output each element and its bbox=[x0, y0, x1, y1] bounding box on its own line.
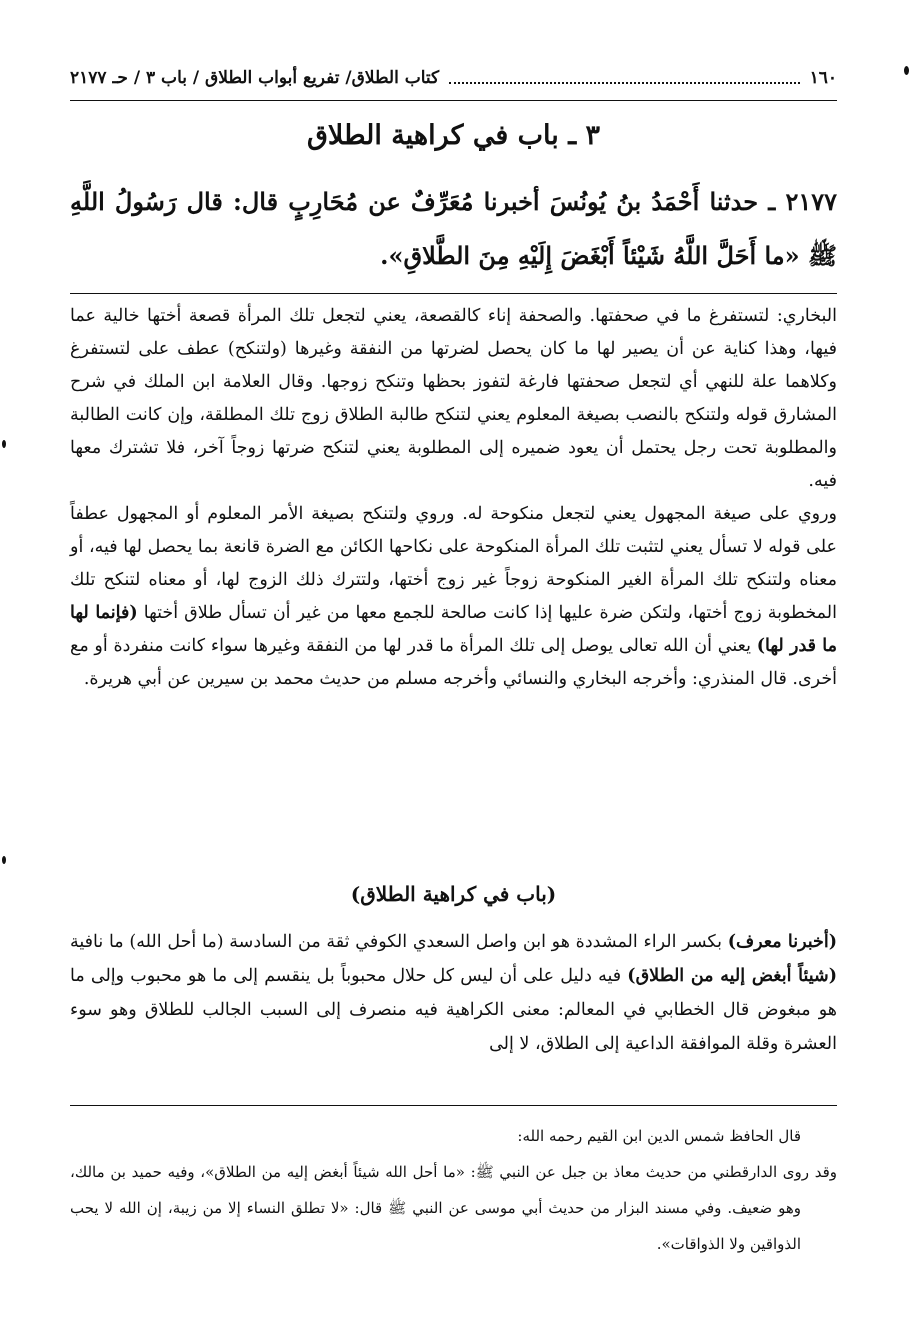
commentary-text: يعني أن الله تعالى يوصل إلى تلك المرأة ما قدر لها من النفقة وغيرها سواء كانت منفردة أو مع أخرى. قال المنذري: وأخرجه البخاري والنسائي وأخرجه مسلم من حديث محمد بن سيرين عن أبي هريرة. bbox=[70, 636, 837, 689]
commentary-bold-phrase: (أخبرنا معرف) bbox=[727, 932, 837, 952]
footnote-heading: قال الحافظ شمس الدين ابن القيم رحمه الله: bbox=[517, 1127, 801, 1145]
footnote-block bbox=[70, 1118, 837, 1262]
margin-mark bbox=[2, 440, 6, 448]
footnote-text: وقد روى الدارقطني من حديث معاذ بن جبل عن النبي ﷺ: «ما أحل الله شيئاً أبغض إليه من الطلاق»، وفيه حميد بن مالك، وهو ضعيف. وفي مسند البزار من حديث أبي موسى عن النبي ﷺ قال: «لا تطلق النساء إلا من زيبة، إن الله لا يحب الذواقين ولا الذواقات». bbox=[70, 1163, 837, 1253]
text-separator-rule bbox=[70, 293, 837, 294]
leader-dots bbox=[449, 72, 799, 84]
running-title: كتاب الطلاق/ تفريع أبواب الطلاق / باب ٣ / حـ ٢١٧٧ bbox=[70, 68, 440, 88]
commentary-text: وروي على صيغة المجهول يعني لتجعل منكوحة له. وروي ولتنكح بصيغة الأمر المعلوم أو المجهول عطفاً على قوله لا تسأل يعني لتثبت تلك المرأة المنكوحة على نكاحها الكائن مع الضرة قانعة بما يحصل لها فيه، أو معناه ولتنكح تلك المرأة الغير المنكوحة زوجاً غير زوج أختها، ولتترك ذلك الزوج لها، أو معناه لتنكح تلك المخطوبة زوج أختها، ولتكن ضرة عليها إذا كانت صالحة للجمع معها من غير أن تسأل طلاق أختها bbox=[70, 504, 837, 623]
header-rule bbox=[70, 100, 837, 101]
running-header bbox=[70, 60, 837, 96]
hadith-text: ٢١٧٧ ـ حدثنا أَحْمَدُ بنُ يُونُسَ أخبرنا مُعَرِّفٌ عن مُحَارِبٍ قال: قال رَسُولُ اللَّهِ ﷺ «ما أَحَلَّ اللَّهُ شَيْئاً أَبْغَضَ إِلَيْهِ مِنَ الطَّلاقِ». bbox=[70, 187, 837, 270]
section-title: (باب في كراهية الطلاق) bbox=[350, 882, 557, 906]
margin-mark bbox=[2, 856, 6, 864]
commentary-block bbox=[70, 300, 837, 696]
commentary-bold-phrase: (فإنما لها ما قدر لها) bbox=[70, 603, 837, 656]
commentary-text: بكسر الراء المشددة هو ابن واصل السعدي الكوفي ثقة من السادسة (ما أحل الله) ما نافية bbox=[70, 932, 722, 952]
commentary-block-2 bbox=[70, 925, 837, 1061]
chapter-title: ٣ ـ باب في كراهية الطلاق bbox=[306, 120, 601, 151]
commentary-paragraph bbox=[70, 925, 837, 1061]
commentary-bold-phrase: (شيئاً أبغض إليه من الطلاق) bbox=[627, 966, 837, 986]
page-number: ١٦٠ bbox=[809, 68, 837, 88]
margin-mark bbox=[904, 66, 909, 75]
footnote-separator-rule bbox=[70, 1105, 837, 1106]
commentary-paragraph bbox=[70, 498, 837, 696]
commentary-paragraph: البخاري: لتستفرغ ما في صحفتها. والصحفة إناء كالقصعة، يعني لتجعل تلك المرأة قصعة أختها خالية عما فيها، وهذا كناية عن أن يصير لها ما كان يحصل لضرتها من النفقة وغيرها (ولتنكح) عطف على لتستفرغ وكلاهما علة للنهي أي لتجعل صحفتها فارغة لتفوز بحظها وتنكح زوجها. وقال العلامة ابن الملك في شرح المشارق قوله ولتنكح بالنصب بصيغة المعلوم يعني لتنكح طالبة الطلاق زوج تلك المطلقة، وإن كانت الطالبة والمطلوبة تحت رجل يحتمل أن يعود ضميره إلى المطلوبة يعني لتنكح ضرتها زوجاً آخر، فلا تشترك معها فيه. bbox=[70, 306, 837, 491]
commentary-text: فيه دليل على أن ليس كل حلال محبوباً بل ينقسم إلى ما هو محبوب وإلى ما هو مبغوض قال الخطابي في المعالم: معنى الكراهية فيه منصرف إلى السبب الجالب للطلاق وهو سوء العشرة وقلة الموافقة الداعية إلى الطلاق، لا إلى bbox=[70, 966, 837, 1054]
